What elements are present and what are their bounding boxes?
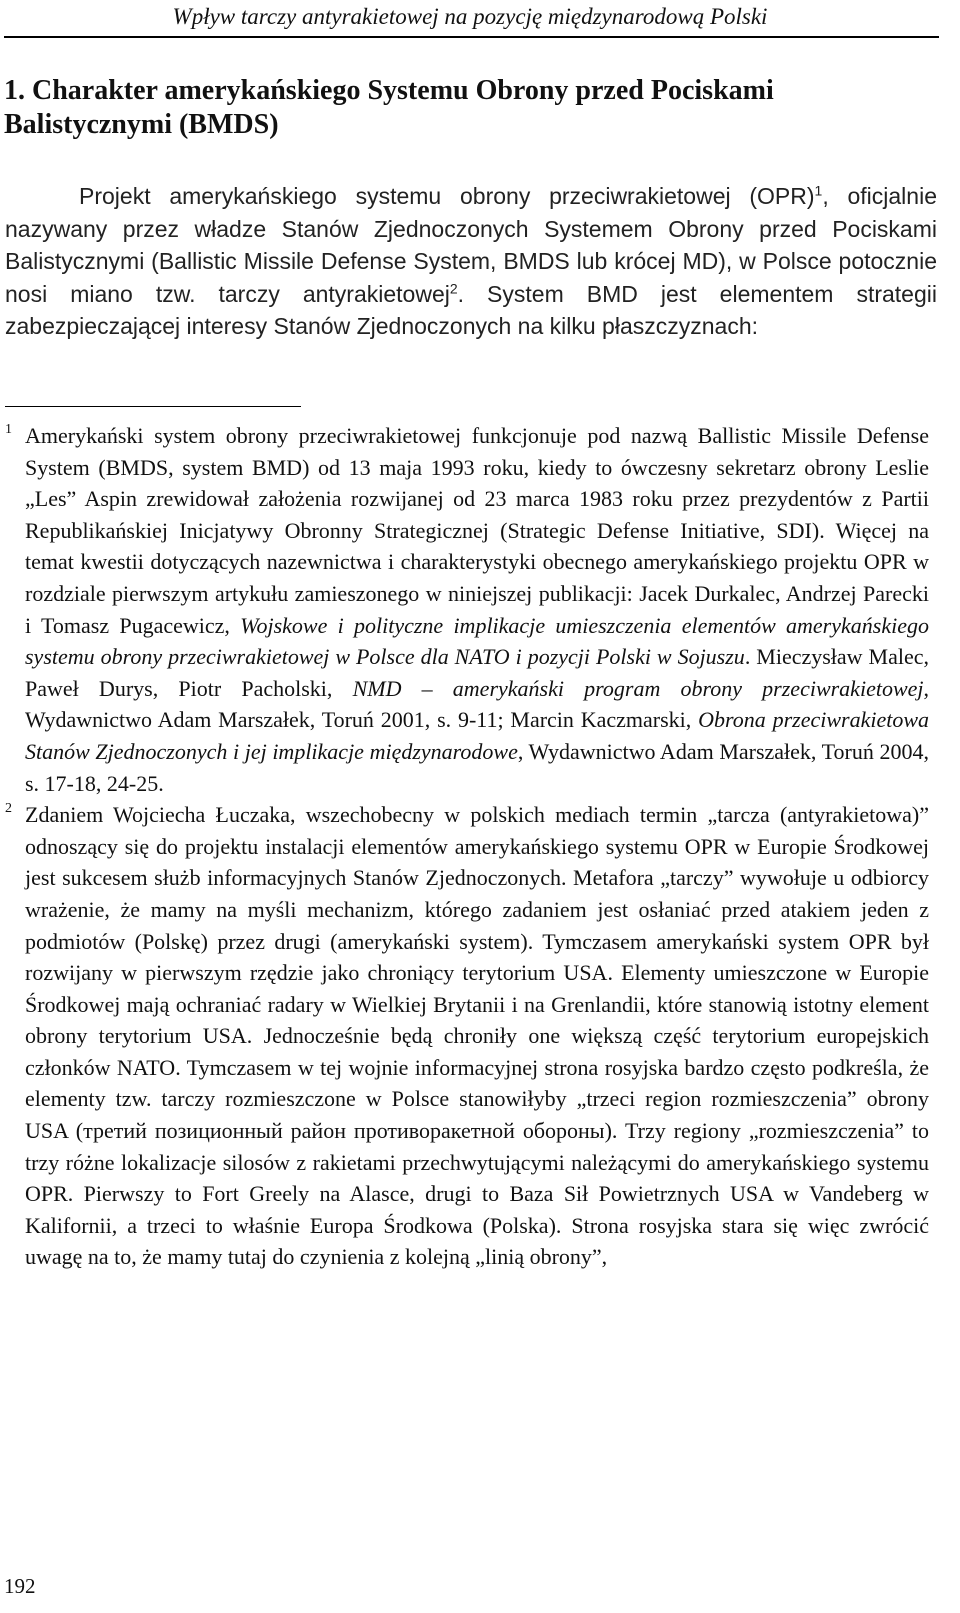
section-heading: 1. Charakter amerykańskiego Systemu Obrony przed Pociskami Balistycznymi (BMDS) — [4, 75, 774, 140]
footnote-2 — [5, 799, 929, 1273]
footnotes — [5, 420, 929, 1273]
footnote-ref-2[interactable]: 2 — [449, 280, 458, 297]
footnote-text: , Wydawnictwo Adam Marszałek, Toruń 2001, s. 9-11; Marcin Kaczmarski, — [25, 675, 929, 733]
footnote-text: , Wydawnictwo Adam Marszałek, Toruń 2004, s. 17-18, 24-25. — [25, 738, 929, 796]
footnote-italic-title: NMD – amerykański program obrony przeciwrakietowej — [352, 675, 924, 701]
footnote-number: 1 — [5, 422, 12, 437]
header-rule — [4, 36, 939, 38]
body-paragraph — [5, 180, 937, 343]
footnote-italic-title: Obrona przeciwrakietowa Stanów Zjednoczonych i jej implikacje międzynarodowe — [25, 707, 930, 764]
running-header: Wpływ tarczy antyrakietowej na pozycję międzynarodową Polski — [172, 4, 768, 29]
footnote-number: 2 — [5, 801, 12, 817]
body-text-part-2: , oficjalnie nazywany przez władze Stanów Zjednoczonych Systemem Obrony przed Pociskami Balistycznymi (Ballistic Missile Defense System, BMDS lub krócej MD), w Polsce potocznie nosi miano tzw. tarczy antyrakietowej — [5, 183, 937, 307]
footnote-italic-title: Wojskowe i polityczne implikacje umieszczenia elementów amerykańskiego systemu obrony przeciwrakietowej w Polsce dla NATO i pozycji Polski w Sojuszu — [25, 612, 929, 670]
page-number: 192 — [4, 1574, 36, 1598]
footnote-text: Amerykański system obrony przeciwrakietowej funkcjonuje pod nazwą Ballistic Missile Defense System (BMDS, system BMD) od 13 maja 1993 roku, kiedy to ówczesny sekretarz obrony Leslie „Les” Aspin zrewidował założenia rozwijanej od 23 marca 1983 roku przez prezydentów z Partii Republikańskiej Inicjatywy Obronny Strategicznej (Strategic Defense Initiative, SDI). Więcej na temat kwestii dotyczących nazewnictwa i charakterystyki obecnego amerykańskiego projektu OPR w rozdziale pierwszym artykułu zamieszonego w niniejszej publikacji: Jacek Durkalec, Andrzej Parecki i Tomasz Pugacewicz, — [25, 423, 929, 638]
footnote-1 — [5, 420, 929, 799]
footnote-text: . Mieczysław Malec, Paweł Durys, Piotr Pacholski, — [25, 644, 929, 701]
footnote-text: Zdaniem Wojciecha Łuczaka, wszechobecny w polskich mediach termin „tarcza (antyrakietowa)” odnoszący się do projektu instalacji elementów amerykańskiego systemu OPR w Europie Środkowej jest sukcesem służb informacyjnych Stanów Zjednoczonych. Metafora „tarczy” wywołuje u odbiorcy wrażenie, że mamy na myśli mechanizm, którego zadaniem jest osłaniać przed atakiem jeden z podmiotów (Polskę) przez drugi (amerykański system). Tymczasem amerykański system OPR był rozwijany w pierwszym rzędzie jako chroniący terytorium USA. Elementy umieszczone w Europie Środkowej mają ochraniać radary w Wielkiej Brytanii i na Grenlandii, które stanowią istotny element obrony terytorium USA. Jednocześnie będą chroniły one większą część terytorium europejskich członków NATO. Tymczasem w tej wojnie informacyjnej strona rosyjska bardzo często podkreśla, że elementy tzw. tarczy rozmieszczone w Polsce stanowiłyby „trzeci region rozmieszczenia” obrony USA (третий позиционный район противоракетной обороны). Trzy regiony „rozmieszczenia” to trzy różne lokalizacje silosów z rakietami przechwytującymi należącymi do amerykańskiego systemu OPR. Pierwszy to Fort Greely na Alasce, drugi to Baza Sił Powietrznych USA w Vandeberg w Kalifornii, a trzeci to właśnie Europa Środkowa (Polska). Strona rosyjska stara się więc zwrócić uwagę na to, że mamy tutaj do czynienia z kolejną „linią obrony”, — [25, 802, 929, 1270]
footnote-ref-1[interactable]: 1 — [814, 182, 823, 199]
body-text-part-3: . System BMD jest elementem strategii zabezpieczającej interesy Stanów Zjednoczonych na kilku płaszczyznach: — [5, 280, 937, 340]
body-text-part-1: Projekt amerykańskiego systemu obrony przeciwrakietowej (OPR) — [79, 183, 815, 209]
footnote-separator — [5, 406, 301, 407]
